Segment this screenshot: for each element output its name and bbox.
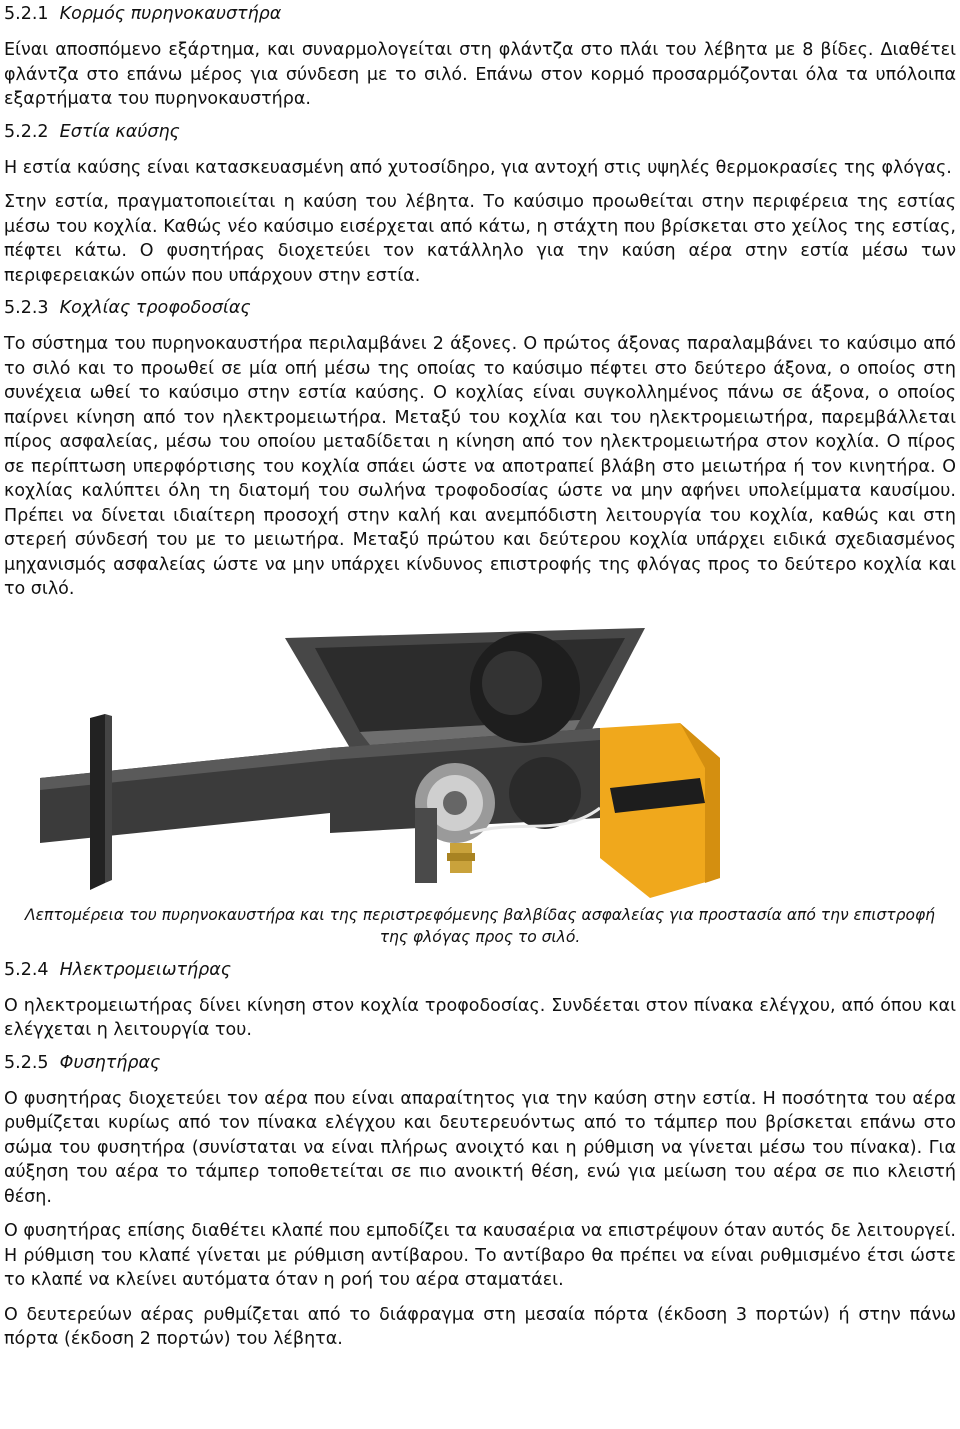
section-5-2-2-heading [4, 120, 956, 144]
section-5-2-1-paragraph: Είναι αποσπόμενο εξάρτημα, και συναρμολογείται στη φλάντζα στο πλάι του λέβητα με 8 βίδες. Διαθέτει φλάντζα στο επάνω μέρος για σύνδεση με το σιλό. Επάνω στον κορμό προσαρμόζονται όλα τα υπόλοιπα εξαρτήματα του πυρηνοκαυστήρα. [4, 40, 956, 109]
section-5-2-4-heading [4, 958, 956, 982]
section-5-2-1-heading [4, 2, 956, 26]
section-title: Εστία καύσης [59, 121, 180, 142]
section-number: 5.2.5 [4, 1052, 49, 1073]
section-5-2-5-heading [4, 1051, 956, 1075]
section-5-2-4-paragraph: Ο ηλεκτρομειωτήρας δίνει κίνηση στον κοχλία τροφοδοσίας. Συνδέεται στον πίνακα ελέγχου, από όπου και ελέγχεται η λειτουργία του. [4, 995, 956, 1040]
section-5-2-3-heading [4, 296, 956, 320]
section-number: 5.2.4 [4, 959, 49, 980]
section-5-2-5-paragraph-1: Ο φυσητήρας διοχετεύει τον αέρα που είναι απαραίτητος για την καύση στην εστία. Η ποσότητα του αέρα ρυθμίζεται κυρίως από τον πίνακα ελέγχου και δευτερευόντως από το τάμπερ που βρίσκεται επάνω στο σώμα του φυσητήρα (συνίσταται να είναι πλήρως ανοιχτό και η ρύθμιση να γίνεται μέσω του πίνακα). Για αύξηση του αέρα το τάμπερ τοποθετείται σε πιο ανοικτή θέση, ενώ για μείωση του αέρα σε πιο κλειστή θέση. [4, 1088, 956, 1207]
section-title: Φυσητήρας [59, 1052, 161, 1073]
burner-illustration [0, 628, 960, 898]
section-5-2-5-paragraph-2: Ο φυσητήρας επίσης διαθέτει κλαπέ που εμποδίζει τα καυσαέρια να επιστρέψουν όταν αυτός δε λειτουργεί. Η ρύθμιση του κλαπέ γίνεται με ρύθμιση αντίβαρου. Το αντίβαρο θα πρέπει να είναι ρυθμισμένο έτσι ώστε το κλαπέ να κλείνει αυτόματα όταν η ροή του αέρα σταματάει. [4, 1221, 956, 1290]
section-5-2-5-paragraph-3: Ο δευτερεύων αέρας ρυθμίζεται από το διάφραγμα στη μεσαία πόρτα (έκδοση 3 πορτών) ή στην πάνω πόρτα (έκδοση 2 πορτών) του λέβητα. [4, 1304, 956, 1349]
section-number: 5.2.3 [4, 298, 49, 318]
section-5-2-2-paragraph-1: Η εστία καύσης είναι κατασκευασμένη από χυτοσίδηρο, για αντοχή στις υψηλές θερμοκρασίες της φλόγας. [4, 157, 952, 178]
section-5-2-3-paragraph: Το σύστημα του πυρηνοκαυστήρα περιλαμβάνει 2 άξονες. Ο πρώτος άξονας παραλαμβάνει το καύσιμο από το σιλό και το προωθεί σε μία οπή μέσω της οποίας το καύσιμο πέφτει στο δεύτερο άξονα, ο οποίος στη συνέχεια ωθεί το καύσιμο στην εστία καύσης. Ο κοχλίας είναι συγκολλημένος πάνω σε άξονα, ο οποίος παίρνει κίνηση από τον ηλεκτρομειωτήρα. Μεταξύ του κοχλία και του ηλεκτρομειωτήρα, παρεμβάλλεται πίρος ασφαλείας, μέσω του οποίου μεταδίδεται η κίνηση από τον ηλεκτρομειωτήρα στον κοχλία. Ο πίρος σε περίπτωση υπερφόρτισης του κοχλία σπάει ώστε να αποτραπεί βλάβη στο μειωτήρα ή τον κινητήρα. Ο κοχλίας καλύπτει όλη τη διατομή του σωλήνα τροφοδοσίας ώστε να μην αφήνει υπολείμματα καυσίμου. Πρέπει να δίνεται ιδιαίτερη προσοχή στην καλή και ανεμπόδιστη λειτουργία του κοχλία, καθώς και στη στερεή σύνδεσή του με το μειωτήρα. Μεταξύ πρώτου και δεύτερου κοχλία υπάρχει ειδικά σχεδιασμένος μηχανισμός ασφαλείας ώστε να μην υπάρχει κίνδυνος επιστροφής της φλόγας προς το δεύτερο κοχλία και το σιλό. [4, 334, 956, 599]
burner-photo [0, 628, 960, 898]
section-number: 5.2.2 [4, 121, 49, 142]
section-title: Ηλεκτρομειωτήρας [59, 959, 232, 980]
section-number: 5.2.1 [4, 4, 49, 24]
figure-caption: Λεπτομέρεια του πυρηνοκαυστήρα και της περιστρεφόμενης βαλβίδας ασφαλείας για προστασία από την επιστροφή της φλόγας προς το σιλό. [24, 905, 936, 946]
section-title: Κοχλίας τροφοδοσίας [59, 298, 251, 318]
section-5-2-2-paragraph-2: Στην εστία, πραγματοποιείται η καύση του λέβητα. Το καύσιμο προωθείται στην περιφέρεια της εστίας μέσω του κοχλία. Καθώς νέο καύσιμο εισέρχεται από κάτω, η στάχτη που βρίσκεται στο χείλος της εστίας, πέφτει κάτω. Ο φυσητήρας διοχετεύει τον κατάλληλο για την καύση αέρα στην εστία μέσω των περιφερειακών οπών που υπάρχουν στην εστία. [4, 192, 956, 286]
section-title: Κορμός πυρηνοκαυστήρα [59, 4, 282, 24]
